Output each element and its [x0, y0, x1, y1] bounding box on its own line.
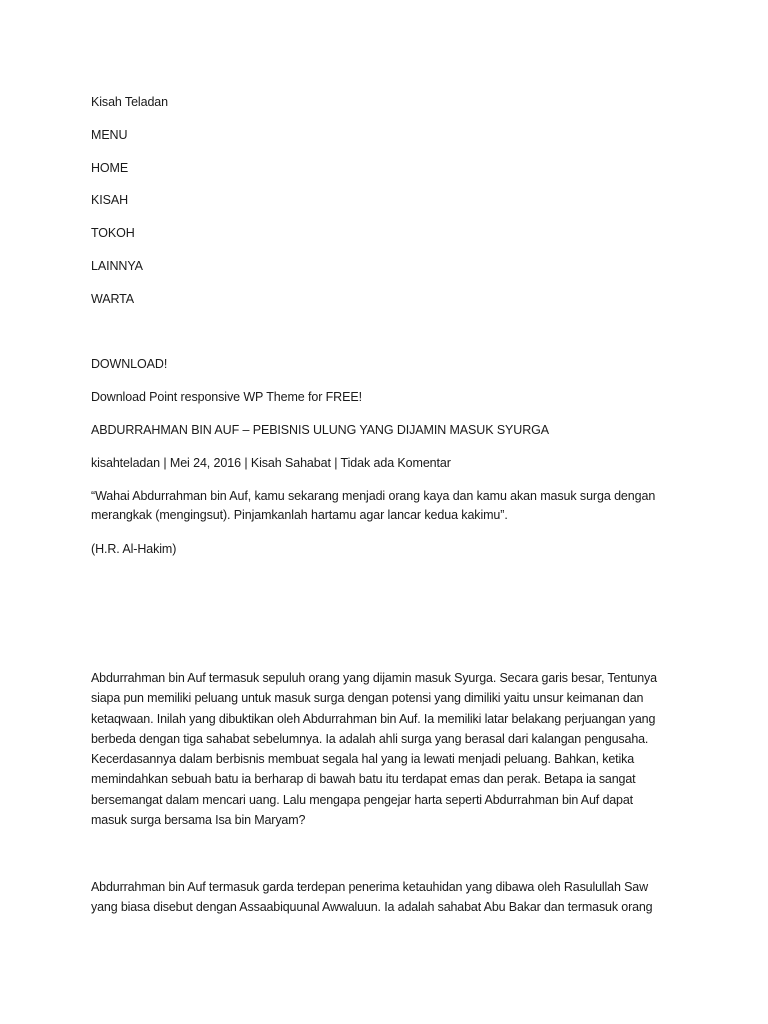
quote-line-1: “Wahai Abdurrahman bin Auf, kamu sekarang menjadi orang kaya dan kamu akan masuk surga dengan [91, 489, 656, 503]
paragraph-line: siapa pun memiliki peluang untuk masuk surga dengan potensi yang dimiliki yaitu unsur keimanan dan [91, 691, 644, 706]
paragraph-line: masuk surga bersama Isa bin Maryam? [91, 813, 306, 828]
paragraph-line: berbeda dengan tiga sahabat sebelumnya. Ia adalah ahli surga yang berasal dari kalangan pengusaha. [91, 731, 649, 746]
quote-line-2: merangkak (mengingsut). Pinjamkanlah hartamu agar lancar kedua kakimu”. [91, 508, 508, 522]
paragraph-line: Abdurrahman bin Auf termasuk garda terdepan penerima ketauhidan yang dibawa oleh Rasulullah Saw [91, 880, 648, 894]
article-title: ABDURRAHMAN BIN AUF – PEBISNIS ULUNG YANG DIJAMIN MASUK SYURGA [91, 423, 550, 437]
site-title[interactable]: Kisah Teladan [91, 95, 169, 109]
paragraph-line: Kecerdasannya dalam berbisnis membuat segala hal yang ia lewati menjadi peluang. Bahkan, ketika [91, 752, 635, 767]
menu-item-home[interactable]: HOME [91, 161, 129, 175]
paragraph-line: ketaqwaan. Inilah yang dibuktikan oleh Abdurrahman bin Auf. Ia memiliki latar belakang perjuangan yang [91, 711, 656, 726]
paragraph-line: bersemangat dalam mencari uang. Lalu mengapa pengejar harta seperti Abdurrahman bin Auf dapat [91, 792, 633, 807]
paragraph-line: yang biasa disebut dengan Assaabiquunal Awwaluun. Ia adalah sahabat Abu Bakar dan termasuk orang [91, 900, 653, 915]
paragraph-line: Abdurrahman bin Auf termasuk sepuluh orang yang dijamin masuk Syurga. Secara garis besar, Tentunya [91, 671, 657, 685]
menu-item-tokoh[interactable]: TOKOH [91, 226, 135, 240]
menu-item-lainnya[interactable]: LAINNYA [91, 259, 143, 273]
article-paragraph-1 [91, 668, 683, 830]
menu-item-kisah[interactable]: KISAH [91, 193, 129, 207]
quote-source: (H.R. Al-Hakim) [91, 542, 177, 556]
menu-label[interactable]: MENU [91, 128, 128, 142]
article-meta: kisahteladan | Mei 24, 2016 | Kisah Sahabat | Tidak ada Komentar [91, 456, 451, 470]
paragraph-line: memindahkan sebuah batu ia berharap di bawah batu itu terdapat emas dan perak. Betapa ia sangat [91, 772, 636, 787]
promo-heading: DOWNLOAD! [91, 357, 168, 371]
article-paragraph-2 [91, 877, 683, 918]
promo-link[interactable]: Download Point responsive WP Theme for FREE! [91, 390, 362, 404]
menu-item-warta[interactable]: WARTA [91, 292, 135, 306]
